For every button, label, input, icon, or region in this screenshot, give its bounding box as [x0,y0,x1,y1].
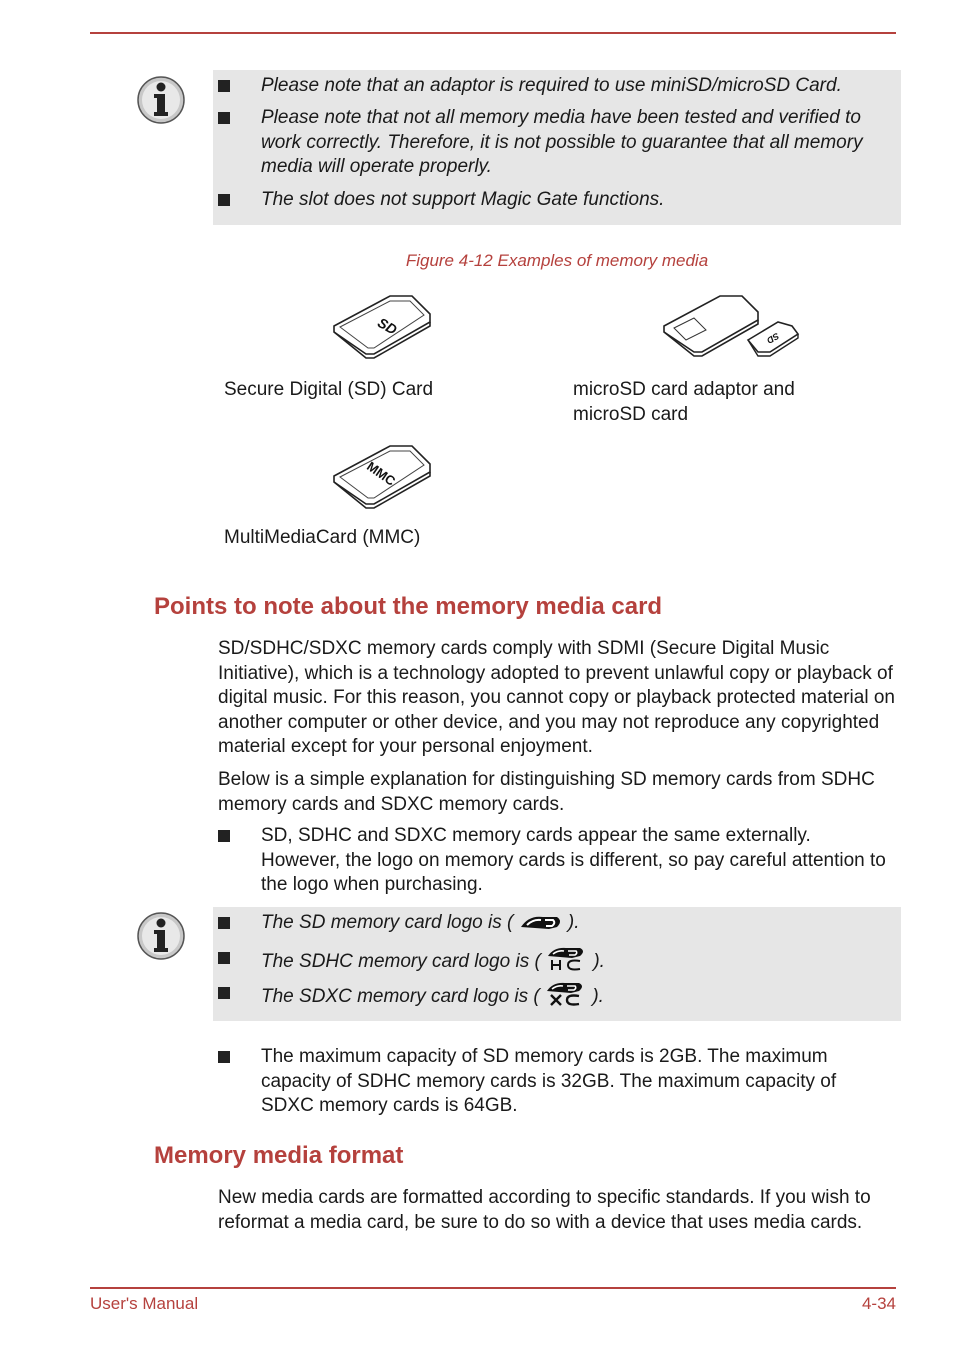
bullet-square [218,80,230,92]
footer-page-number: 4-34 [861,1294,896,1313]
sdxc-logo-text-pre: The SDXC memory card logo is ( [261,986,540,1007]
bullet-text: The maximum capacity of SD memory cards is 2GB. The maximum capacity of SDHC memory cards is 32GB. The maximum capacity of SDXC memory cards is 64GB. [261,1046,837,1116]
note2-bullet-sdxc [261,981,891,1010]
note1-bullet-3: The slot does not support Magic Gate functions. [261,189,665,210]
sdhc-logo-icon [546,946,588,972]
info-icon [136,75,186,125]
sdhc-logo-text-post: ). [593,951,605,972]
figure-label-microsd: microSD card adaptor and microSD card [573,379,795,425]
paragraph: SD/SDHC/SDXC memory cards comply with SDMI (Secure Digital Music Initiative), which is a technology adopted to prevent unlawful copy or playback of digital music. For this reason, you cannot copy or playback protected material on another computer or other device, and you may not reproduce any copyrighted material except for your personal enjoyment. [218,638,895,757]
bullet-square [218,830,230,842]
bottom-rule [90,1287,896,1289]
bullet-square [218,987,230,999]
note2-bullet-sd [261,911,891,936]
bullet-square [218,112,230,124]
note2-bullet-sdhc [261,946,891,975]
paragraph: New media cards are formatted according to specific standards. If you wish to reformat a media card, be sure to do so with a device that uses media cards. [218,1187,871,1233]
info-icon [136,911,186,961]
mmc-card-image [330,442,434,512]
bullet-square [218,194,230,206]
sd-logo-text-pre: The SD memory card logo is ( [261,912,514,933]
microsd-adaptor-image [660,292,805,362]
sdhc-logo-text-pre: The SDHC memory card logo is ( [261,951,541,972]
bullet-square [218,917,230,929]
figure-label-sd: Secure Digital (SD) Card [224,379,434,400]
sd-logo-text-post: ). [567,912,580,933]
footer-manual-title: User's Manual [90,1294,199,1313]
paragraph: Below is a simple explanation for distinguishing SD memory cards from SDHC memory cards and SDXC memory cards. [218,769,875,815]
section-heading: Points to note about the memory media card [154,593,663,620]
sdxc-logo-icon [545,981,587,1007]
top-rule [90,32,896,34]
sdxc-logo-text-post: ). [592,986,604,1007]
note1-bullet-2: Please note that not all memory media have been tested and verified to work correctly. Therefore, it is not possible to guarantee that all memory media will operate properly. [261,107,863,177]
svg-text:SD: SD [375,314,400,338]
bullet-square [218,952,230,964]
svg-text:SD: SD [765,330,781,346]
bullet-square [218,1051,230,1063]
mmc-logo-text: MMC [364,458,399,489]
section-heading: Memory media format [154,1142,404,1169]
figure-caption: Figure 4-12 Examples of memory media [405,251,709,270]
note1-bullet-1: Please note that an adaptor is required to use miniSD/microSD Card. [261,75,842,96]
figure-label-mmc: MultiMediaCard (MMC) [224,527,421,548]
sd-logo-icon [519,913,563,933]
sd-card-image [330,292,434,362]
bullet-text: SD, SDHC and SDXC memory cards appear the same externally. However, the logo on memory cards is different, so pay careful attention to the logo when purchasing. [261,825,886,895]
